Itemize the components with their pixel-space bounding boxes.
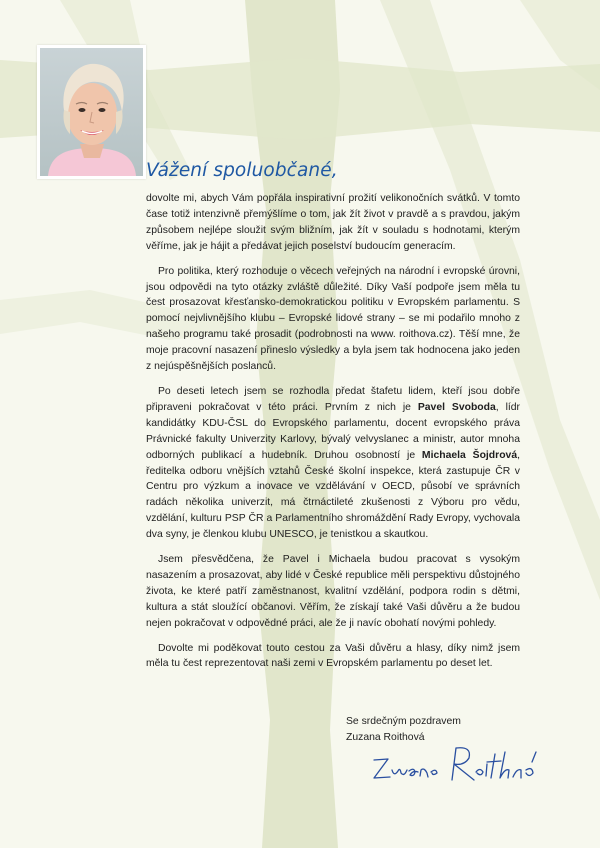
highlighted-name: Michaela Šojdrová [421,449,518,461]
paragraph-text: Dovolte mi poděkovat touto cestou za Vaši důvěru a hlasy, díky nimž jsem měla tu čest reprezentovat naši zemi v Evropském parlamentu po deset let. [146,642,520,670]
author-portrait [37,45,146,179]
letter-paragraph [146,552,520,632]
highlighted-name: Pavel Svoboda [417,401,496,413]
letter-paragraph [146,641,520,673]
closing-greeting: Se srdečným pozdravem [346,716,461,727]
paragraph-text: Pro politika, který rozhoduje o věcech veřejných na národní i evropské úrovni, jsou odpovědi na tyto otázky zvláště důležité. Díky Vaší podpoře jsem měla tu čest prosazovat křesťansko-demokratickou politiku v Evropském parlamentu. S pomocí nejvlivnějšího klubu – Evropské lidové strany – se mi podařilo mnoho z našeho programu také prosadit (podrobnosti na www. roithova.cz). Těší mne, že moje pracovní nasazení přineslo výsledky a byla jsem tak hodnocena jako jeden z nejúspěšnějších poslanců. [146,265,520,373]
paragraph-text: , lídr kandidátky KDU-ČSL do Evropského parlamentu, docent evropského práva Právnické fakulty Univerzity Karlovy, bývalý velvyslanec a ministr, autor mnoha odborných publikací a hudebník. Druhou osobností je [146,401,521,461]
letter-paragraph [146,191,520,255]
paragraph-text: Jsem přesvědčena, že Pavel i Michaela budou pracovat s vysokým nasazením a prosazovat, aby lidé v České republice měli perspektivu důstojného života, ke které patří zaměstnanost, kvalitní vzdělání, podpora rodin s dětmi, kultura a stát sloužící občanovi. Věřím, že získají také Vaši důvěru a že budou nejen pokračovat v odpovědné práci, ale že ji navíc obohatí novými pohledy. [146,554,520,629]
paragraph-text: , ředitelka odboru vnějších vztahů České školní inspekce, která zastupuje ČR v Centru pro výzkum a inovace ve vzdělávání v OECD, působí ve správních radách několika univerzit, má čtrnáctileté zkušenosti z Výboru pro vědu, vzdělání, kulturu PSP ČR a Parlamentního shromáždění Rady Evropy, vychovala dva syny, je členkou klubu UNESCO, je tenistkou a skautkou. [146,449,520,541]
letter-paragraph [146,384,520,543]
paragraph-text: dovolte mi, abych Vám popřála inspirativní prožití velikonočních svátků. V tomto čase totiž intenzivně přemýšlíme o tom, jak žít život v pravdě a s pravdou, jakým způsobem nejlépe sloužit svým bližním, jak žít v souladu s hodnotami, kterým věříme, jak je hájit a předávat jejich poselství budoucím generacím. [146,193,520,252]
salutation: Vážení spoluobčané, [146,160,338,181]
closing-name: Zuzana Roithová [346,731,425,743]
letter-paragraph [146,264,520,375]
letter-body [146,191,520,681]
handwritten-signature [368,740,548,788]
paragraph-text: Po deseti letech jsem se rozhodla předat štafetu lidem, kteří jsou dobře připraveni pokračovat v této práci. Prvním z nich je [146,385,520,413]
